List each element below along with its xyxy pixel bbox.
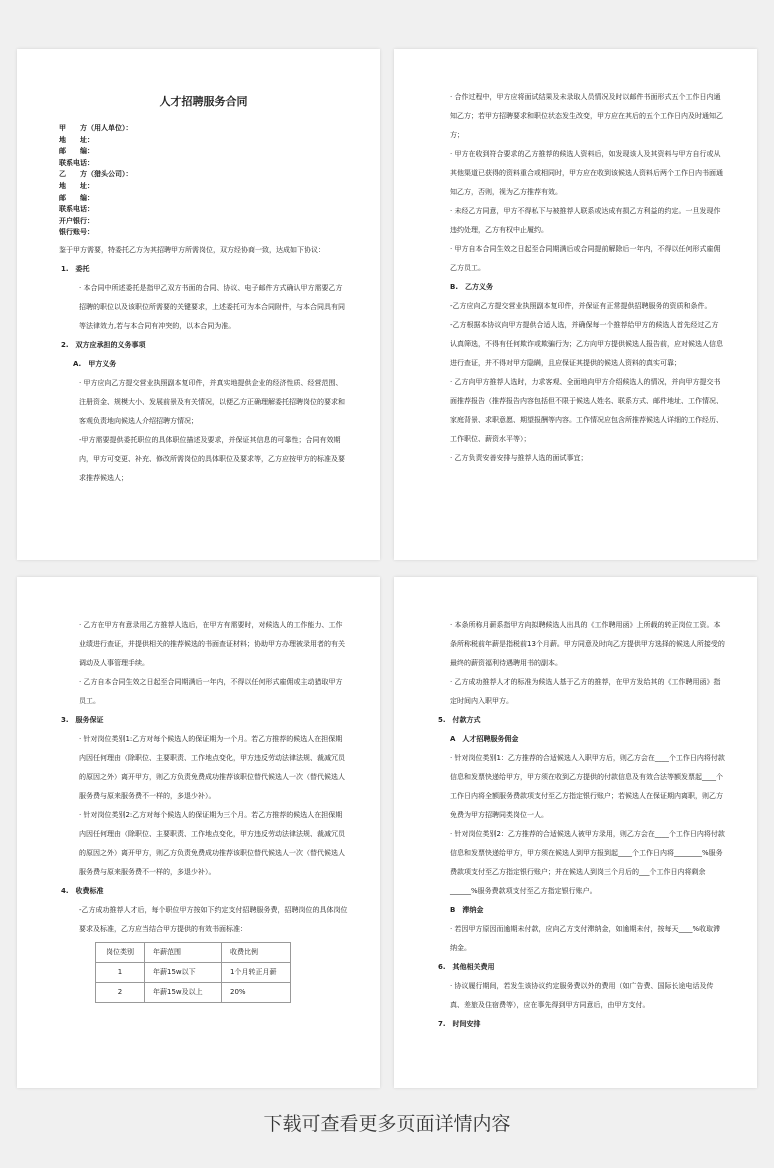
table-row bbox=[96, 983, 291, 1003]
paragraph: -乙方应向乙方提交营业执照副本复印件，并保证有正常提供招聘服务的资质和条件。 bbox=[450, 302, 712, 310]
paragraph: · 针对岗位类别2：乙方推荐的合适候选人被甲方录用，则乙方会在____个工作日内将付款信息和发票快递给甲方，甲方须在候选人到甲方报到起____个工作日内将________%服务费款项支付至乙方指定银行账户；并在候选人到岗三个月后的___个工作日内将剩余______%服务费款项支付至乙方指定银行账户。 bbox=[450, 830, 725, 895]
section-heading: 6. 其他相关费用 bbox=[438, 963, 495, 971]
field-postcode-b: 邮 编： bbox=[59, 193, 94, 202]
subsection-heading: B 滞纳金 bbox=[450, 906, 484, 914]
table-row bbox=[96, 963, 291, 983]
section-heading: 3. 服务保证 bbox=[61, 716, 104, 724]
subsection-heading: A 人才招聘服务佣金 bbox=[450, 735, 519, 743]
paragraph: -乙方成功推荐人才后，每个职位甲方按如下约定支付招聘服务费，招聘岗位的具体岗位要求及标准，乙方应当结合甲方提供的有效书面标准： bbox=[79, 906, 348, 933]
section-heading: 2. 双方应承担的义务事项 bbox=[61, 340, 146, 349]
paragraph: · 乙方向甲方推荐人选时，力求客观、全面地向甲方介绍候选人的情况，并向甲方提交书面推荐报告（推荐报告内容包括但不限于候选人姓名、联系方式、邮件地址、工作情况、家庭背景、求职意愿、期望报酬等内容。工作情况应包含所推荐候选人详细的工作经历、工作职位、薪资水平等）； bbox=[450, 378, 723, 443]
section-heading: 4. 收费标准 bbox=[61, 887, 104, 895]
paragraph: · 乙方自本合同生效之日起至合同期满后一年内，不得以任何形式雇佣或主动猎取甲方员工。 bbox=[79, 678, 343, 705]
paragraph: · 甲方在收到符合要求的乙方推荐的候选人资料后，如发现该人及其资料与甲方自行或从其他渠道已获得的资料重合或相同时，甲方应在收到该候选人资料后两个工作日内书面通知乙方，否则，视为乙方推荐有效。 bbox=[450, 150, 723, 196]
subsection-heading: A. 甲方义务 bbox=[73, 359, 117, 368]
paragraph: · 甲方自本合同生效之日起至合同期满后或合同提前解除后一年内，不得以任何形式雇佣乙方员工。 bbox=[450, 245, 721, 272]
table-cell: 2 bbox=[96, 983, 145, 1003]
download-caption: 下载可查看更多页面详情内容 bbox=[263, 1113, 511, 1135]
field-address-a: 地 址： bbox=[59, 135, 94, 144]
table-cell: 年薪15w以下 bbox=[145, 963, 222, 983]
paragraph: · 针对岗位类别1：乙方推荐的合适候选人入职甲方后，则乙方会在____个工作日内将付款信息和发票快递给甲方，甲方须在收到乙方提供的付款信息及有效合法等额发票起____个工作日内将全额服务费款项支付至乙方指定银行账户；若候选人在保证期内离职，则乙方免费为甲方招聘同类岗位一人。 bbox=[450, 754, 725, 819]
table-cell: 1个月转正月薪 bbox=[222, 963, 291, 983]
paragraph: · 乙方成功推荐人才的标准为候选人基于乙方的推荐，在甲方发给其的《工作聘用函》指定时间内入职甲方。 bbox=[450, 678, 721, 705]
paragraph: · 合作过程中，甲方应将面试结果及未录取人员情况及时以邮件书面形式五个工作日内通知乙方；若甲方招聘要求和职位状态发生改变，甲方应在其后的五个工作日内及时通知乙方； bbox=[450, 93, 723, 139]
field-address-b: 地 址： bbox=[59, 181, 94, 190]
table-cell: 1 bbox=[96, 963, 145, 983]
table-cell: 20% bbox=[222, 983, 291, 1003]
party-fields bbox=[59, 123, 348, 239]
paragraph: · 乙方负责安善安排与推荐人选的面试事宜； bbox=[450, 454, 588, 462]
intro-text: 鉴于甲方需要，特委托乙方为其招聘甲方所需岗位，双方经协商一致，达成如下协议： bbox=[59, 245, 325, 254]
paragraph: · 本条所称月薪系指甲方向拟聘候选人出具的《工作聘用函》上所载的转正岗位工资。本条所称税前年薪是指税前13个月薪。甲方同意及时向乙方提供甲方选择的候选人所接受的最终的薪资福利待遇聘用书的副本。 bbox=[450, 621, 725, 667]
section-heading: 1. 委托 bbox=[61, 264, 90, 273]
section-heading: 7. 时间安排 bbox=[438, 1020, 481, 1028]
field-phone-a: 联系电话： bbox=[59, 158, 94, 167]
fee-table bbox=[95, 942, 291, 1003]
subsection-heading: B. 乙方义务 bbox=[450, 283, 493, 291]
paragraph: · 若因甲方原因而逾期未付款，应向乙方支付滞纳金，如逾期未付，按每天____%收取滞纳金。 bbox=[450, 925, 721, 952]
contract-page-2 bbox=[394, 49, 757, 560]
paragraph: -乙方根据本协议向甲方提供合适人选，并确保每一个推荐给甲方的候选人首先经过乙方认真筛选，不得有任何欺诈或欺骗行为；乙方向甲方提供候选人报告前，应对候选人信息进行查证，并不得对甲方隐瞒，且应保证其提供的候选人资料的真实可靠； bbox=[450, 321, 723, 367]
contract-page-3 bbox=[17, 577, 380, 1088]
field-party-a: 甲 方（用人单位）： bbox=[59, 124, 133, 132]
contract-page-4 bbox=[394, 577, 757, 1088]
table-header-cell: 年薪范围 bbox=[145, 943, 222, 963]
table-header-row bbox=[96, 943, 291, 963]
field-account: 银行账号： bbox=[59, 228, 94, 237]
table-header-cell: 岗位类别 bbox=[96, 943, 145, 963]
field-postcode-a: 邮 编： bbox=[59, 147, 94, 156]
paragraph: · 针对岗位类别1:乙方对每个候选人的保证期为一个月。若乙方推荐的候选人在担保期内因任何理由（除职位、主要职责、工作地点变化，甲方违反劳动法律法规、裁减冗员的原因之外）离开甲方，则乙方负责免费成功推荐该职位替代候选人一次（替代候选人服务费与原来服务费不一样的，多退少补）。 bbox=[79, 735, 345, 800]
section-heading: 5. 付款方式 bbox=[438, 716, 481, 724]
field-bank: 开户银行： bbox=[59, 216, 94, 225]
contract-title: 人才招聘服务合同 bbox=[159, 95, 248, 108]
field-phone-b: 联系电话： bbox=[59, 205, 94, 214]
paragraph: · 协议履行期间，若发生该协议约定服务费以外的费用（如广告费、国际长途电话及传真、差旅及住宿费等），应在事先得到甲方同意后，由甲方支付。 bbox=[450, 982, 714, 1009]
paragraph: · 未经乙方同意，甲方不得私下与被推荐人联系或达成有损乙方利益的约定。一旦发现作违约处理，乙方有权中止履约。 bbox=[450, 207, 721, 234]
paragraph: · 乙方在甲方有意录用乙方推荐人选后，在甲方有需要时，对候选人的工作能力、工作业绩进行查证，并提供相关的推荐候选的书面查证材料；协助甲方办理被录用者的有关调动及人事管理手续。 bbox=[79, 621, 345, 667]
field-party-b: 乙 方（猎头公司）： bbox=[59, 170, 133, 179]
paragraph: · 甲方应向乙方提交营业执照副本复印件，并真实地提供企业的经济性质、经营范围、注册资金、规模大小、发展前景及有关情况，以便乙方正确理解委托招聘岗位的要求和客观负责地向候选人介绍招聘方情况； bbox=[79, 378, 345, 425]
paragraph: -甲方需要提供委托职位的具体职位描述及要求，并保证其信息的可靠性；合同有效期内，甲方可变更、补充、修改所需岗位的具体职位及要求等，乙方应按甲方的标准及要求推荐候选人； bbox=[79, 435, 345, 482]
contract-page-1 bbox=[17, 49, 380, 560]
paragraph: · 本合同中所述委托是指甲乙双方书面的合同、协议、电子邮件方式确认甲方需要乙方招聘的职位以及该职位所需要的关键要求，上述委托可为本合同附件，与本合同具有同等法律效力,若与本合同有冲突的，以本合同为准。 bbox=[79, 283, 345, 330]
table-cell: 年薪15w及以上 bbox=[145, 983, 222, 1003]
paragraph: · 针对岗位类别2:乙方对每个候选人的保证期为三个月。若乙方推荐的候选人在担保期内因任何理由（除职位、主要职责、工作地点变化，甲方违反劳动法律法规、裁减冗员的原因之外）离开甲方，则乙方负责免费成功推荐该职位替代候选人一次（替代候选人服务费与原来服务费不一样的，多退少补）。 bbox=[79, 811, 345, 876]
table-header-cell: 收费比例 bbox=[222, 943, 291, 963]
